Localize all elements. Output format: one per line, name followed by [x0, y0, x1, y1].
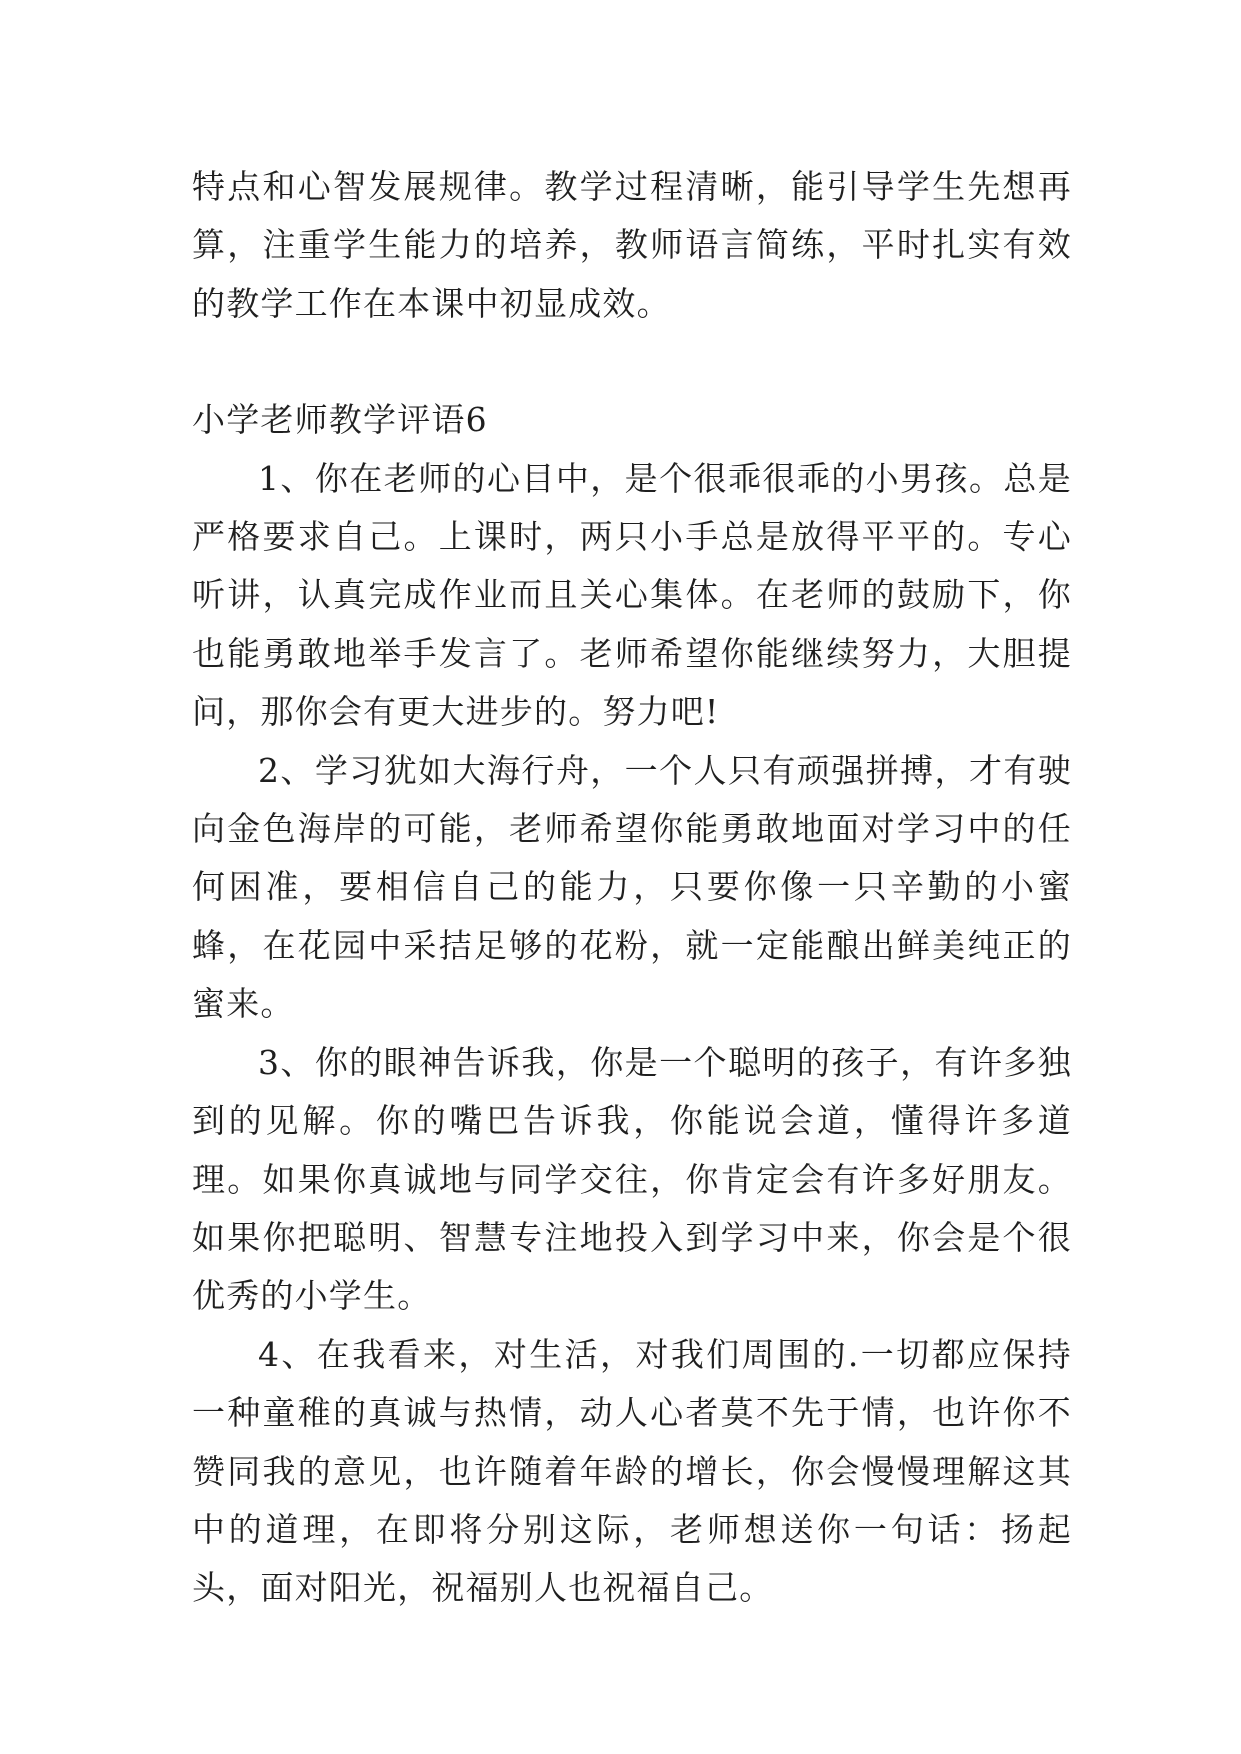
comment-item-1: 1、你在老师的心目中，是个很乖很乖的小男孩。总是严格要求自己。上课时，两只小手总是放得平平的。专心听讲，认真完成作业而且关心集体。在老师的鼓励下，你也能勇敢地举手发言了。老师希望你能继续努力，大胆提问，那你会有更大进步的。努力吧! — [192, 458, 1072, 732]
comment-item-2: 2、学习犹如大海行舟，一个人只有顽强拼搏，才有驶向金色海岸的可能，老师希望你能勇敢地面对学习中的任何困准，要相信自己的能力，只要你像一只辛勤的小蜜蜂，在花园中采拮足够的花粉，就一定能酿出鲜美纯正的蜜来。 — [192, 750, 1072, 1024]
comment-item-4: 4、在我看来，对生活，对我们周围的.一切都应保持一种童稚的真诚与热情，动人心者莫不先于情，也许你不赞同我的意见，也许随着年龄的增长，你会慢慢理解这其中的道理，在即将分别这际，老师想送你一句话：扬起头，面对阳光，祝福别人也祝福自己。 — [192, 1334, 1072, 1608]
document-body — [192, 158, 1072, 1618]
section-title: 小学老师教学评语6 — [192, 400, 488, 440]
comment-item-3: 3、你的眼神告诉我，你是一个聪明的孩子，有许多独到的见解。你的嘴巴告诉我，你能说会道，懂得许多道理。如果你真诚地与同学交往，你肯定会有许多好朋友。如果你把聪明、智慧专注地投入到学习中来，你会是个很优秀的小学生。 — [192, 1042, 1072, 1316]
intro-paragraph: 特点和心智发展规律。教学过程清晰，能引导学生先想再算，注重学生能力的培养，教师语言简练，平时扎实有效的教学工作在本课中初显成效。 — [192, 167, 1072, 323]
paragraph-gap — [192, 333, 1072, 391]
